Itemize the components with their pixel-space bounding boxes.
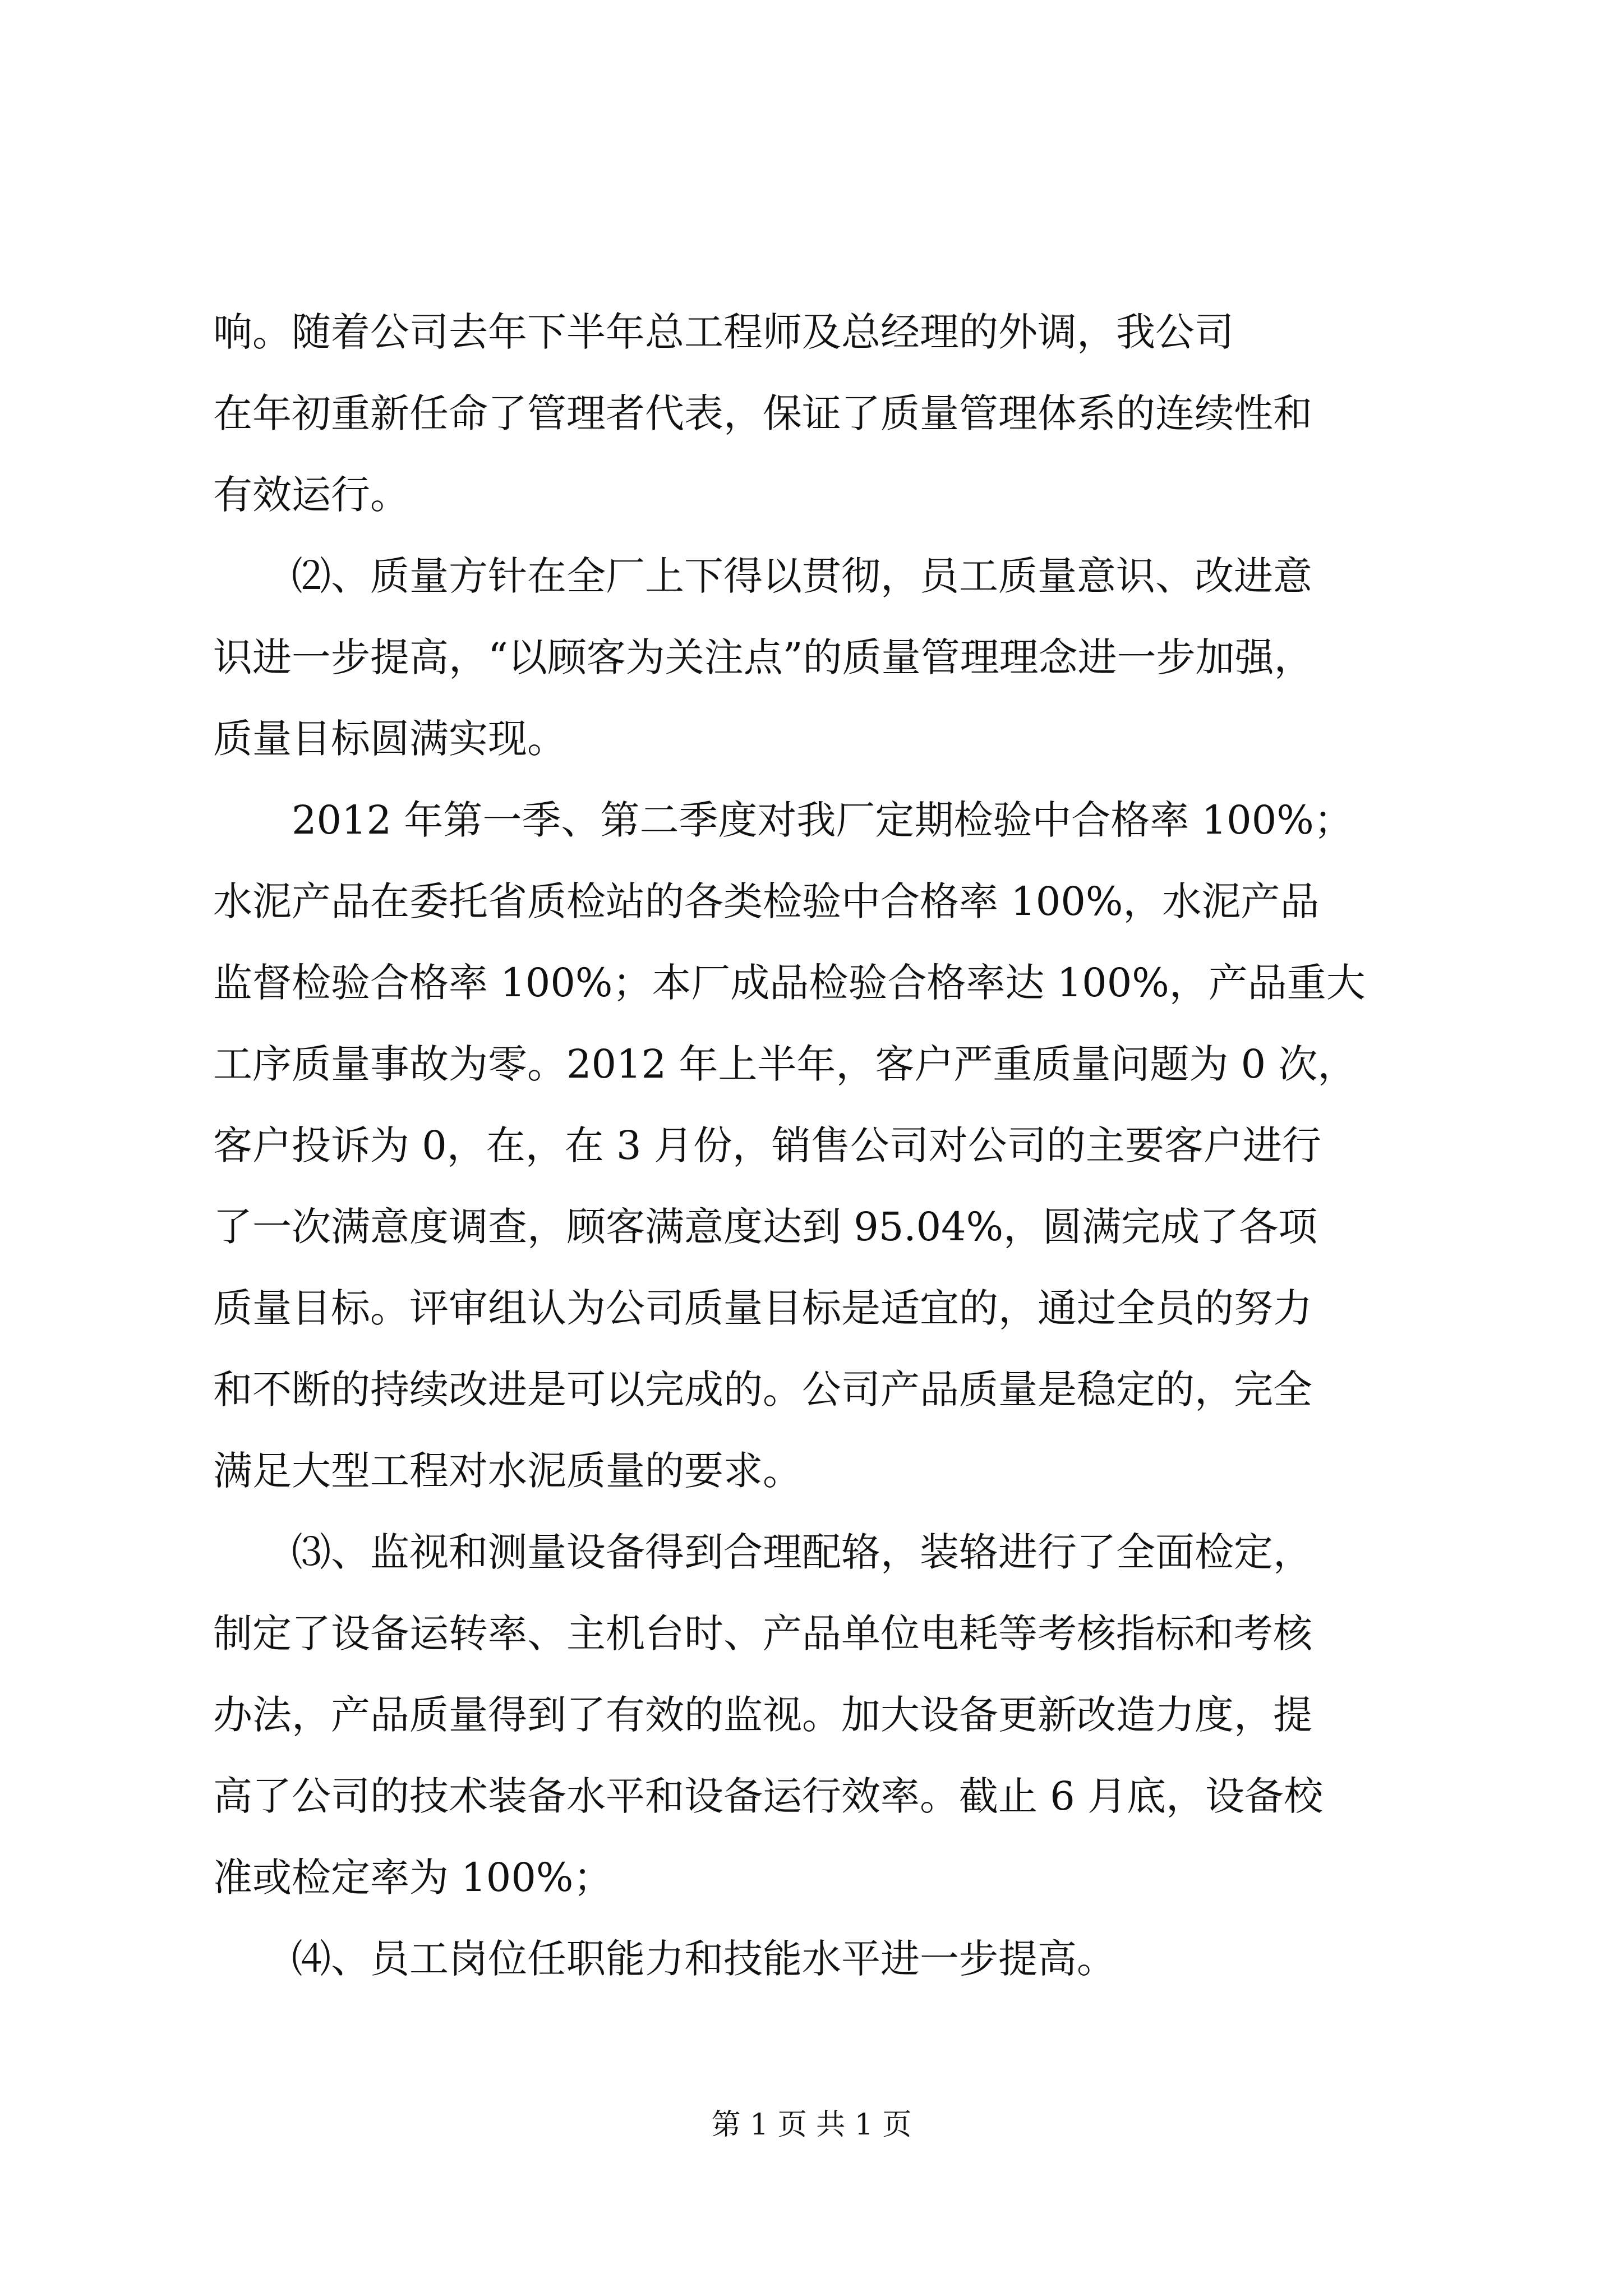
text-line: 了一次满意度调查，顾客满意度达到 95.04%，圆满完成了各项 [213, 1204, 1318, 1250]
text-line: 客户投诉为 0，在，在 3 月份，销售公司对公司的主要客户进行 [213, 1122, 1321, 1168]
text-line: 响。随着公司去年下半年总工程师及总经理的外调，我公司 [213, 309, 1234, 355]
paragraph-start-line: ⑷、员工岗位任职能力和技能水平进一步提高。 [292, 1936, 1116, 1982]
text-line: 质量目标圆满实现。 [213, 716, 566, 762]
text-line: 有效运行。 [213, 472, 409, 518]
page-number-footer: 第 1 页 共 1 页 [711, 2108, 912, 2142]
text-line: 识进一步提高，“以顾客为关注点”的质量管理理念进一步加强， [213, 634, 1313, 680]
text-line: 在年初重新任命了管理者代表，保证了质量管理体系的连续性和 [213, 390, 1312, 436]
text-line: 准或检定率为 100%； [213, 1855, 613, 1901]
paragraph-start-line: 2012 年第一季、第二季度对我厂定期检验中合格率 100%； [292, 797, 1353, 843]
text-line: 水泥产品在委托省质检站的各类检验中合格率 100%，水泥产品 [213, 878, 1320, 924]
paragraph-start-line: ⑶、监视和测量设备得到合理配辂，装辂进行了全面检定， [292, 1529, 1312, 1575]
text-line: 工序质量事故为零。2012 年上半年，客户严重质量问题为 0 次， [213, 1041, 1357, 1087]
text-line: 办法，产品质量得到了有效的监视。加大设备更新改造力度，提 [213, 1692, 1312, 1738]
document-body [213, 292, 1424, 2000]
paragraph-start-line: ⑵、质量方针在全厂上下得以贯彻，员工质量意识、改进意 [292, 553, 1312, 599]
text-line: 高了公司的技术装备水平和设备运行效率。截止 6 月底，设备校 [213, 1773, 1324, 1819]
text-line: 满足大型工程对水泥质量的要求。 [213, 1448, 802, 1494]
text-line: 质量目标。评审组认为公司质量目标是适宜的，通过全员的努力 [213, 1285, 1312, 1331]
text-line: 制定了设备运转率、主机台时、产品单位电耗等考核指标和考核 [213, 1611, 1312, 1657]
text-line: 监督检验合格率 100%；本厂成品检验合格率达 100%，产品重大 [213, 960, 1366, 1006]
text-line: 和不断的持续改进是可以完成的。公司产品质量是稳定的，完全 [213, 1366, 1312, 1412]
